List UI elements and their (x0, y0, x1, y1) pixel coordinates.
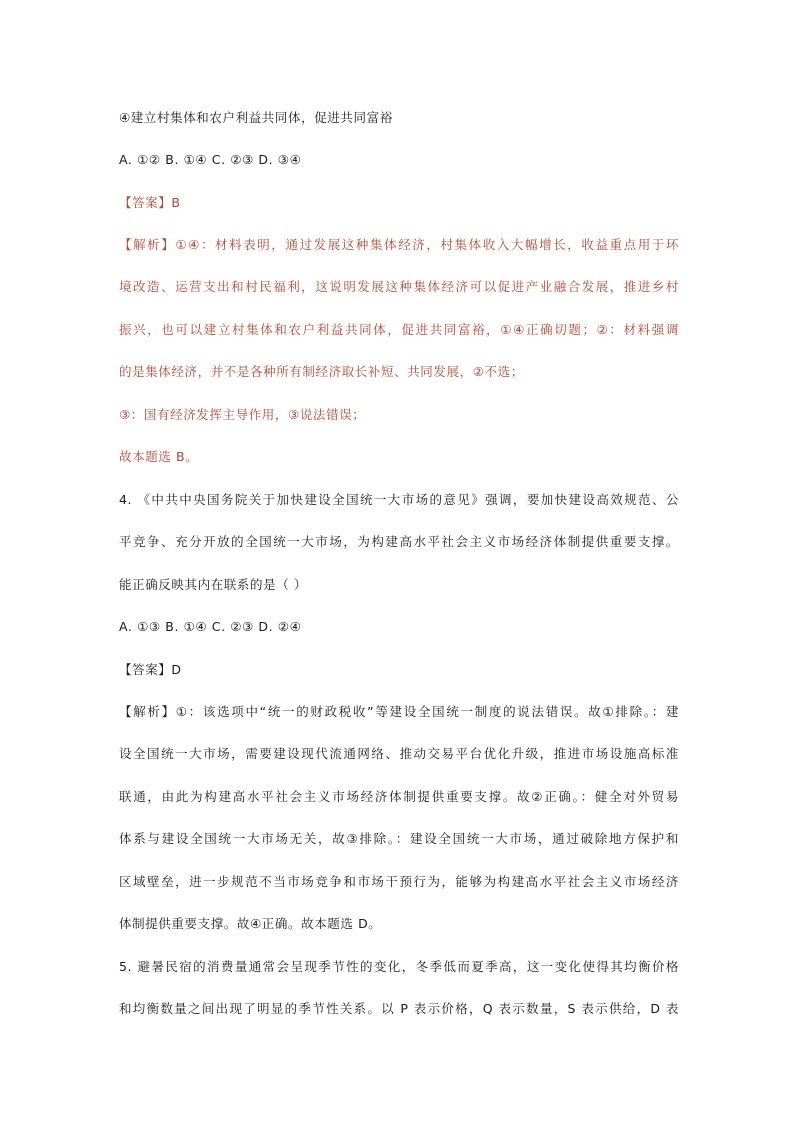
q4-answer: 【答案】D (119, 662, 182, 677)
q4-analysis-line-3: 联通，由此为构建高水平社会主义市场经济体制提供重要支撑。故②正确。：健全对外贸易 (119, 789, 679, 804)
q3-choices: A. ①② B. ①④ C. ②③ D. ③④ (119, 152, 302, 167)
q3-option-4: ④建立村集体和农户利益共同体，促进共同富裕 (119, 110, 393, 125)
q3-analysis-line-1: 【解析】①④：材料表明，通过发展这种集体经济，村集体收入大幅增长，收益重点用于环 (119, 237, 679, 252)
q3-analysis-line-3: 振兴，也可以建立村集体和农户利益共同体，促进共同富裕，①④正确切题；②：材料强调 (119, 322, 679, 337)
q5-stem-line-2: 和均衡数量之间出现了明显的季节性关系。以 P 表示价格，Q 表示数量，S 表示供给，D 表 (119, 1001, 679, 1016)
q4-analysis-line-2: 设全国统一大市场，需要建设现代流通网络、推动交易平台优化升级，推进市场设施高标准 (119, 746, 679, 761)
q4-stem-line-3: 能正确反映其内在联系的是（ ） (119, 577, 307, 592)
q4-analysis-line-1: 【解析】①：该选项中“统一的财政税收”等建设全国统一制度的说法错误。故①排除。：建 (119, 704, 679, 719)
q3-analysis-line-4: 的是集体经济，并不是各种所有制经济取长补短、共同发展，②不选； (119, 364, 524, 379)
q4-analysis-line-4: 体系与建设全国统一大市场无关，故③排除。：建设全国统一大市场，通过破除地方保护和 (119, 831, 679, 846)
q4-stem-line-2: 平竞争、充分开放的全国统一大市场，为构建高水平社会主义市场经济体制提供重要支撑。 (119, 534, 679, 549)
q4-choices: A. ①③ B. ①④ C. ②③ D. ②④ (119, 619, 302, 634)
q3-analysis-line-5: ③：国有经济发挥主导作用，③说法错误； (119, 407, 366, 422)
q3-analysis-line-2: 境改造、运营支出和村民福利，这说明发展这种集体经济可以促进产业融合发展，推进乡村 (119, 279, 679, 294)
q4-analysis-line-5: 区域壁垒，进一步规范不当市场竞争和市场干预行为，能够为构建高水平社会主义市场经济 (119, 874, 679, 889)
q3-analysis-line-6: 故本题选 B。 (119, 449, 199, 464)
q4-analysis-line-6: 体制提供重要支撑。故④正确。故本题选 D。 (119, 916, 382, 931)
q4-stem-line-1: 4. 《中共中央国务院关于加快建设全国统一大市场的意见》强调，要加快建设高效规范、公 (119, 492, 679, 507)
q5-stem-line-1: 5. 避暑民宿的消费量通常会呈现季节性的变化，冬季低而夏季高，这一变化使得其均衡价格 (119, 959, 679, 974)
q3-answer: 【答案】B (119, 195, 181, 210)
